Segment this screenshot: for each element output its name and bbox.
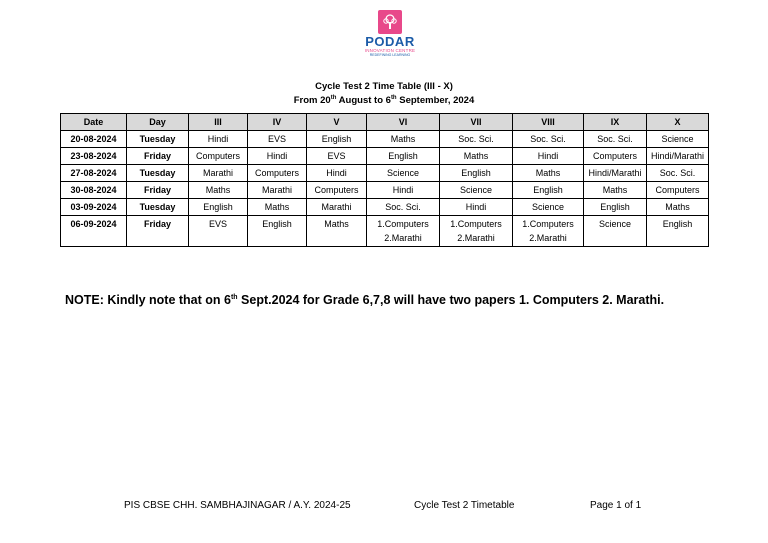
subject-cell-iv: Marathi: [248, 182, 307, 199]
subject-cell-v: Computers: [307, 182, 367, 199]
column-header: VI: [367, 114, 440, 131]
column-header: Day: [127, 114, 189, 131]
subject-cell-ix: Computers: [584, 148, 647, 165]
day-cell: Friday: [127, 148, 189, 165]
subject-cell-iii: EVS: [189, 216, 248, 247]
subject-cell-vi: Science: [367, 165, 440, 182]
date-cell: 27-08-2024: [61, 165, 127, 182]
subject-cell-x: Hindi/Marathi: [647, 148, 709, 165]
day-cell: Friday: [127, 216, 189, 247]
footer-page-number: Page 1 of 1: [590, 500, 642, 511]
date-range-sup-1: th: [330, 94, 337, 101]
column-header: VII: [440, 114, 513, 131]
date-range-sup-2: th: [390, 94, 397, 101]
date-range-subtitle: [0, 95, 768, 106]
subject-cell-vi: Maths: [367, 131, 440, 148]
table-row: [61, 182, 709, 199]
subject-cell-viii: Hindi: [513, 148, 584, 165]
date-cell: 23-08-2024: [61, 148, 127, 165]
footer-doc-title: Cycle Test 2 Timetable: [414, 500, 515, 511]
subject-cell-iii: Hindi: [189, 131, 248, 148]
subject-cell-viii: English: [513, 182, 584, 199]
subject-cell-vii: Maths: [440, 148, 513, 165]
footer-school: PIS CBSE CHH. SAMBHAJINAGAR / A.Y. 2024-25: [124, 500, 351, 511]
column-header: V: [307, 114, 367, 131]
subject-cell-ix: English: [584, 199, 647, 216]
cell-line: 1.Computers: [522, 219, 574, 229]
subject-cell-vii: Science: [440, 182, 513, 199]
subject-cell-viii: [513, 216, 584, 247]
subject-cell-x: Soc. Sci.: [647, 165, 709, 182]
column-header: III: [189, 114, 248, 131]
subject-cell-vi: Hindi: [367, 182, 440, 199]
date-cell: 06-09-2024: [61, 216, 127, 247]
subject-cell-ix: Maths: [584, 182, 647, 199]
page-title: Cycle Test 2 Time Table (III - X): [315, 81, 453, 92]
subject-cell-iv: English: [248, 216, 307, 247]
subject-cell-v: EVS: [307, 148, 367, 165]
column-header: IX: [584, 114, 647, 131]
table-row: [61, 131, 709, 148]
table-row: [61, 165, 709, 182]
subject-cell-v: Hindi: [307, 165, 367, 182]
day-cell: Tuesday: [127, 199, 189, 216]
cell-line: 2.Marathi: [384, 233, 422, 243]
subject-cell-v: Maths: [307, 216, 367, 247]
table-row: [61, 148, 709, 165]
date-range-suffix: September, 2024: [396, 95, 475, 106]
school-logo: [357, 10, 423, 57]
cell-line: 1.Computers: [377, 219, 429, 229]
subject-cell-vi: [367, 216, 440, 247]
column-header: VIII: [513, 114, 584, 131]
table-body: [61, 131, 709, 247]
note-suffix: Sept.2024 for Grade 6,7,8 will have two papers 1. Computers 2. Marathi.: [237, 293, 665, 307]
day-cell: Tuesday: [127, 131, 189, 148]
subject-cell-viii: Maths: [513, 165, 584, 182]
timetable: [60, 113, 709, 247]
subject-cell-iii: Maths: [189, 182, 248, 199]
subject-cell-vi: English: [367, 148, 440, 165]
tree-icon: [378, 10, 402, 34]
subject-cell-iii: Computers: [189, 148, 248, 165]
day-cell: Friday: [127, 182, 189, 199]
subject-cell-x: Computers: [647, 182, 709, 199]
day-cell: Tuesday: [127, 165, 189, 182]
table-row: [61, 199, 709, 216]
subject-cell-iii: Marathi: [189, 165, 248, 182]
column-header: Date: [61, 114, 127, 131]
subject-cell-x: Maths: [647, 199, 709, 216]
note-sup: th: [230, 293, 238, 301]
subject-cell-iv: EVS: [248, 131, 307, 148]
logo-tagline: REDEFINING LEARNING: [369, 53, 411, 57]
note-prefix: NOTE: Kindly note that on 6: [65, 293, 231, 307]
subject-cell-iv: Maths: [248, 199, 307, 216]
logo-subtitle: INNOVATION CENTRE: [364, 48, 416, 53]
date-cell: 20-08-2024: [61, 131, 127, 148]
subject-cell-vii: Soc. Sci.: [440, 131, 513, 148]
date-range-prefix: From 20: [293, 95, 331, 106]
subject-cell-v: Marathi: [307, 199, 367, 216]
date-range-mid: August to 6: [336, 95, 391, 106]
subject-cell-ix: Science: [584, 216, 647, 247]
subject-cell-iii: English: [189, 199, 248, 216]
subject-cell-v: English: [307, 131, 367, 148]
subject-cell-ix: Soc. Sci.: [584, 131, 647, 148]
exam-note: [65, 293, 664, 307]
subject-cell-vi: Soc. Sci.: [367, 199, 440, 216]
cell-line: 2.Marathi: [529, 233, 567, 243]
subject-cell-vii: English: [440, 165, 513, 182]
cell-line: 1.Computers: [450, 219, 502, 229]
subject-cell-iv: Hindi: [248, 148, 307, 165]
logo-brand: PODAR: [365, 34, 415, 49]
subject-cell-ix: Hindi/Marathi: [584, 165, 647, 182]
subject-cell-x: Science: [647, 131, 709, 148]
subject-cell-vii: Hindi: [440, 199, 513, 216]
date-cell: 03-09-2024: [61, 199, 127, 216]
subject-cell-viii: Soc. Sci.: [513, 131, 584, 148]
subject-cell-x: English: [647, 216, 709, 247]
subject-cell-viii: Science: [513, 199, 584, 216]
table-header-row: [61, 114, 709, 131]
table-row: [61, 216, 709, 247]
column-header: X: [647, 114, 709, 131]
cell-line: 2.Marathi: [457, 233, 495, 243]
subject-cell-vii: [440, 216, 513, 247]
date-cell: 30-08-2024: [61, 182, 127, 199]
column-header: IV: [248, 114, 307, 131]
subject-cell-iv: Computers: [248, 165, 307, 182]
